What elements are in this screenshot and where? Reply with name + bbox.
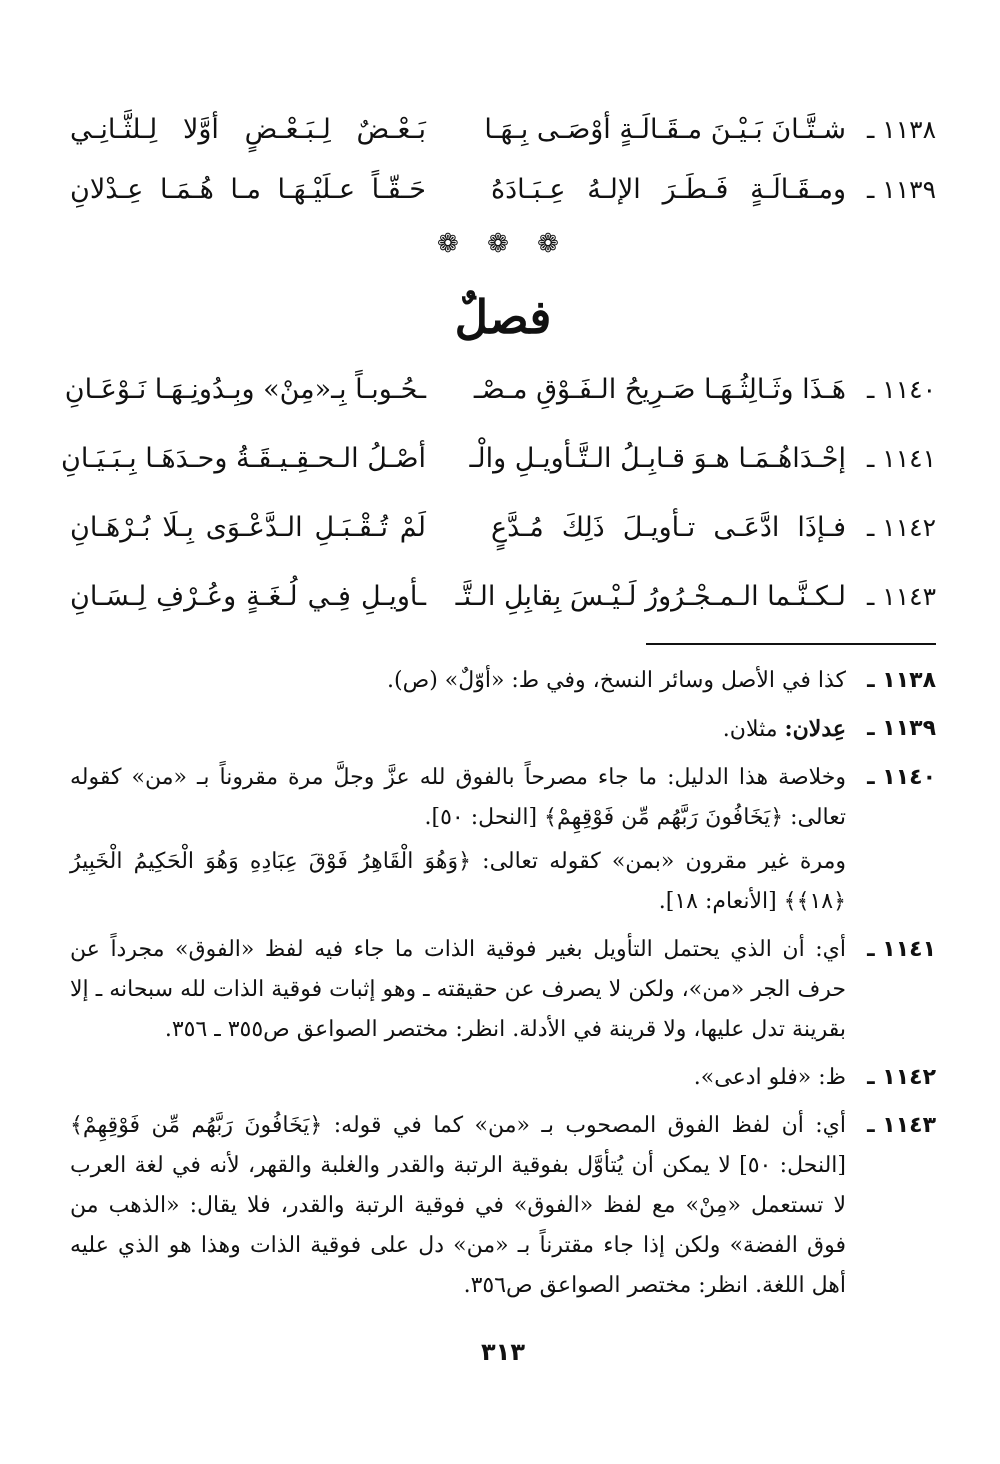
verse-line (61, 435, 936, 483)
stars-separator: ❁ ❁ ❁ (437, 229, 569, 259)
page-number: ٣١٣ (481, 1338, 525, 1366)
book-page (61, 100, 936, 1400)
verse-line (70, 504, 936, 552)
footnote (70, 1058, 936, 1098)
verse-second-hemistich: أصْـلُ الـحـقِـيـقَـةُ وحـدَهَـا بِـبَـيَـانِ (61, 443, 426, 474)
footnotes (70, 661, 936, 1306)
verse-line (70, 573, 936, 621)
verse-second-hemistich: ـأويـلِ فِـي لُـغَـةٍ وعُـرْفِ لِـسَـانِ (70, 581, 426, 612)
footnote-text: ظ: «فلو ادعى». (693, 1065, 846, 1090)
verse-number: ١١٤٢ ـ (867, 513, 936, 542)
verse-number: ١١٤٣ ـ (867, 582, 936, 611)
verses-bottom (61, 366, 936, 621)
verses-top (70, 100, 936, 220)
footnote-number: ١١٤٢ ـ (867, 1065, 936, 1090)
section-title: فصلٌ (454, 290, 552, 344)
verse-first-hemistich: ومـقَـالَـةٍ فَـطَـرَ الإلـهُ عِـبَـادَهُ (491, 174, 846, 205)
verse-second-hemistich: حَـقّـاً عـلَيْـهَـا مـا هُـمَـا عِـدْلانِ (70, 174, 426, 205)
footnote-number: ١١٣٨ ـ (867, 668, 936, 693)
verse-first-hemistich: لـكـنَّـما الـمـجْـرُورُ لَـيْـسَ بِقابِلِ الـتَّـ (455, 581, 846, 612)
footnote-text: أي: أن الذي يحتمل التأويل بغير فوقية الذات ما جاء فيه لفظ «الفوق» مجرداً عن حرف الجر «من»، ولكن لا يصرف عن حقيقته ـ وهو إثبات فوقية الذات لله سبحانه ـ إلا بقرينة تدل عليها، ولا قرينة في الأدلة. انظر: مختصر الصواعق ص٣٥٥ ـ ٣٥٦. (70, 937, 846, 1042)
verse-first-hemistich: إحْـدَاهُـمَـا هـوَ قـابِـلُ الـتَّـأويـلِ والْـ (469, 443, 846, 474)
footnote-divider (646, 643, 936, 645)
footnote-text: وخلاصة هذا الدليل: ما جاء مصرحاً بالفوق لله عزَّ وجلَّ مرة مقروناً بـ «من» كقوله تعالى: ﴿يَخَافُونَ رَبَّهُم مِّن فَوْقِهِمْ﴾ [النحل: ٥٠]. (70, 765, 846, 830)
verse-line (70, 160, 936, 220)
verse-number: ١١٣٨ ـ (867, 115, 936, 144)
verse-number: ١١٤١ ـ (867, 444, 936, 473)
footnote (70, 661, 936, 701)
footnote (70, 1106, 936, 1306)
verse-second-hemistich: بَـعْـضٌ لِـبَـعْـضٍ أوَّلا لِـلثَّـانِـي (70, 114, 426, 145)
footnote-number: ١١٤٠ ـ (867, 765, 936, 790)
verse-first-hemistich: هَـذَا وثَـالِثُـهَـا صَـرِيحُ الـفَـوْقِ مـصْـ (473, 374, 846, 405)
footnote-text-continued: ومرة غير مقرون «بمن» كقوله تعالى: ﴿وَهُوَ الْقَاهِرُ فَوْقَ عِبَادِهِ وَهُوَ الْحَكِيمُ الْخَبِيرُ ﴿١٨﴾﴾ [الأنعام: ١٨]. (70, 849, 846, 914)
footnote (70, 758, 936, 922)
verse-number: ١١٤٠ ـ (867, 375, 936, 404)
verse-number: ١١٣٩ ـ (867, 175, 936, 204)
footnote-text: مثلان. (722, 717, 785, 742)
verse-second-hemistich: لَمْ تُـقْـبَـلِ الـدَّعْـوَى بِـلَا بُـرْهَـانِ (70, 512, 426, 543)
footnote-text: كذا في الأصل وسائر النسخ، وفي ط: «أوّلٌ» (ص). (387, 668, 846, 693)
footnote-lead-word: عِدلان: (784, 716, 846, 742)
verse-line (70, 100, 936, 160)
verse-first-hemistich: فـإذَا ادَّعَـى تـأويـلَ ذَلِكَ مُـدَّعٍ (491, 512, 846, 543)
verse-line (64, 366, 936, 414)
footnote-number: ١١٤١ ـ (867, 937, 936, 962)
footnote (70, 930, 936, 1050)
footnote-number: ١١٣٩ ـ (867, 716, 936, 741)
footnote-text: أي: أن لفظ الفوق المصحوب بـ «من» كما في قوله: ﴿يَخَافُونَ رَبَّهُم مِّن فَوْقِهِمْ﴾ [النحل: ٥٠] لا يمكن أن يُتأوَّل بفوقية الرتبة والقدر والغلبة والقهر، لأنه في لغة العرب لا تستعمل «مِنْ» مع لفظ «الفوق» في فوقية الرتبة والقدر، فلا يقال: «الذهب من فوق الفضة» ولكن إذا جاء مقترناً بـ «من» دل على فوقية الذات وهذا هو الذي عليه أهل اللغة. انظر: مختصر الصواعق ص٣٥٦. (70, 1113, 846, 1298)
verse-second-hemistich: ـحُـوبـاً بِـ«مِنْ» وبِـدُونِـهَـا نَـوْعَـانِ (64, 374, 426, 405)
verse-first-hemistich: شـتَّـانَ بَـيْـنَ مـقَـالَـةٍ أوْصَـى بِـهَـا (484, 114, 846, 145)
footnote-number: ١١٤٣ ـ (867, 1113, 936, 1138)
footnote (70, 709, 936, 750)
